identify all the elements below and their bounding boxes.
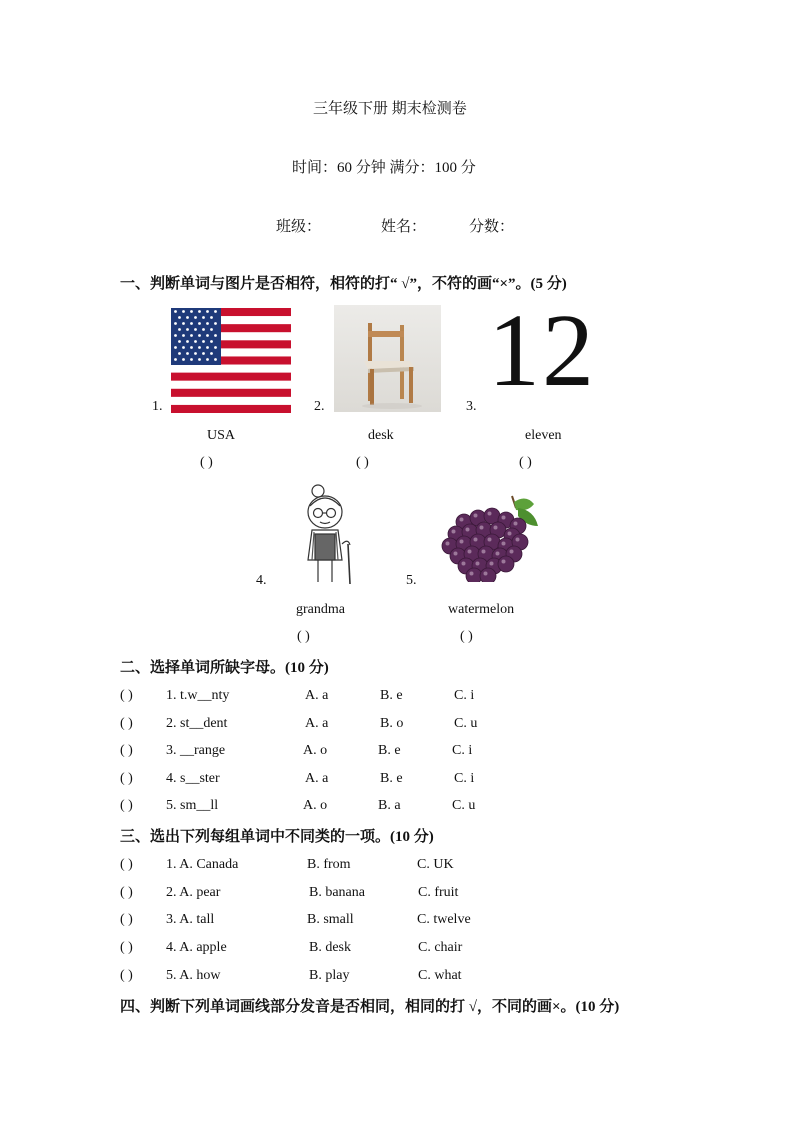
item-word: USA xyxy=(207,428,236,443)
page-title: 三年级下册 期末检测卷 xyxy=(313,101,467,117)
question-text: 3. A. tall xyxy=(166,912,215,927)
option-a: A. a xyxy=(305,688,329,703)
question-text: 5. sm__ll xyxy=(166,798,219,813)
answer-blank[interactable]: ( ) xyxy=(356,455,369,470)
option-c: C. what xyxy=(418,968,462,983)
option-c: C. twelve xyxy=(417,912,471,927)
section1-heading: 一、判断单词与图片是否相符，相符的打“ √”，不符的画“×”。(5 分) xyxy=(120,276,567,292)
chair-icon xyxy=(334,305,441,412)
answer-blank[interactable]: ( ) xyxy=(120,716,133,731)
answer-blank[interactable]: ( ) xyxy=(120,912,133,927)
item-word: watermelon xyxy=(448,602,515,617)
grandma-icon xyxy=(298,482,360,586)
option-c: C. u xyxy=(454,716,478,731)
option-a: A. a xyxy=(305,771,329,786)
section2-heading: 二、选择单词所缺字母。(10 分) xyxy=(120,660,329,676)
question-text: 2. st__dent xyxy=(166,716,228,731)
item-number: 4. xyxy=(256,573,267,588)
question-text: 1. t.w__nty xyxy=(166,688,230,703)
answer-blank[interactable]: ( ) xyxy=(200,455,213,470)
option-b: B. e xyxy=(380,771,403,786)
question-text: 5. A. how xyxy=(166,968,221,983)
question-text: 1. A. Canada xyxy=(166,857,239,872)
answer-blank[interactable]: ( ) xyxy=(120,743,133,758)
answer-blank[interactable]: ( ) xyxy=(120,798,133,813)
name-label: 姓名： xyxy=(381,219,427,235)
option-b: B. e xyxy=(378,743,401,758)
answer-blank[interactable]: ( ) xyxy=(120,771,133,786)
item-number: 1. xyxy=(152,399,163,414)
item-number: 5. xyxy=(406,573,417,588)
answer-blank[interactable]: ( ) xyxy=(120,885,133,900)
answer-blank[interactable]: ( ) xyxy=(519,455,532,470)
option-a: A. o xyxy=(303,798,328,813)
option-b: B. from xyxy=(307,857,351,872)
question-text: 4. s__ster xyxy=(166,771,220,786)
option-b: B. a xyxy=(378,798,401,813)
score-label: 分数： xyxy=(469,219,515,235)
option-c: C. u xyxy=(452,798,476,813)
item-word: grandma xyxy=(296,602,345,617)
option-b: B. banana xyxy=(309,885,365,900)
section3-heading: 三、选出下列每组单词中不同类的一项。(10 分) xyxy=(120,829,434,845)
answer-blank[interactable]: ( ) xyxy=(120,968,133,983)
option-b: B. desk xyxy=(309,940,351,955)
option-c: C. chair xyxy=(418,940,463,955)
section4-heading: 四、判断下列单词画线部分发音是否相同，相同的打 √，不同的画×。(10 分) xyxy=(120,999,620,1015)
option-a: A. a xyxy=(305,716,329,731)
option-b: B. play xyxy=(309,968,350,983)
option-c: C. UK xyxy=(417,857,454,872)
item-number: 2. xyxy=(314,399,325,414)
option-b: B. e xyxy=(380,688,403,703)
answer-blank[interactable]: ( ) xyxy=(120,857,133,872)
option-a: A. o xyxy=(303,743,328,758)
time-score-line: 时间：60 分钟 满分：100 分 xyxy=(292,160,476,176)
question-text: 3. __range xyxy=(166,743,226,758)
number-twelve: 12 xyxy=(488,293,596,408)
grapes-icon xyxy=(434,492,542,582)
answer-blank[interactable]: ( ) xyxy=(120,688,133,703)
option-c: C. i xyxy=(454,771,475,786)
item-number: 3. xyxy=(466,399,477,414)
option-b: B. o xyxy=(380,716,404,731)
usa-flag-icon xyxy=(171,308,291,413)
answer-blank[interactable]: ( ) xyxy=(120,940,133,955)
class-label: 班级： xyxy=(276,219,322,235)
option-c: C. i xyxy=(452,743,473,758)
option-c: C. i xyxy=(454,688,475,703)
option-c: C. fruit xyxy=(418,885,459,900)
option-b: B. small xyxy=(307,912,354,927)
item-word: eleven xyxy=(525,428,562,443)
item-word: desk xyxy=(368,428,394,443)
answer-blank[interactable]: ( ) xyxy=(297,629,310,644)
question-text: 2. A. pear xyxy=(166,885,221,900)
answer-blank[interactable]: ( ) xyxy=(460,629,473,644)
question-text: 4. A. apple xyxy=(166,940,227,955)
